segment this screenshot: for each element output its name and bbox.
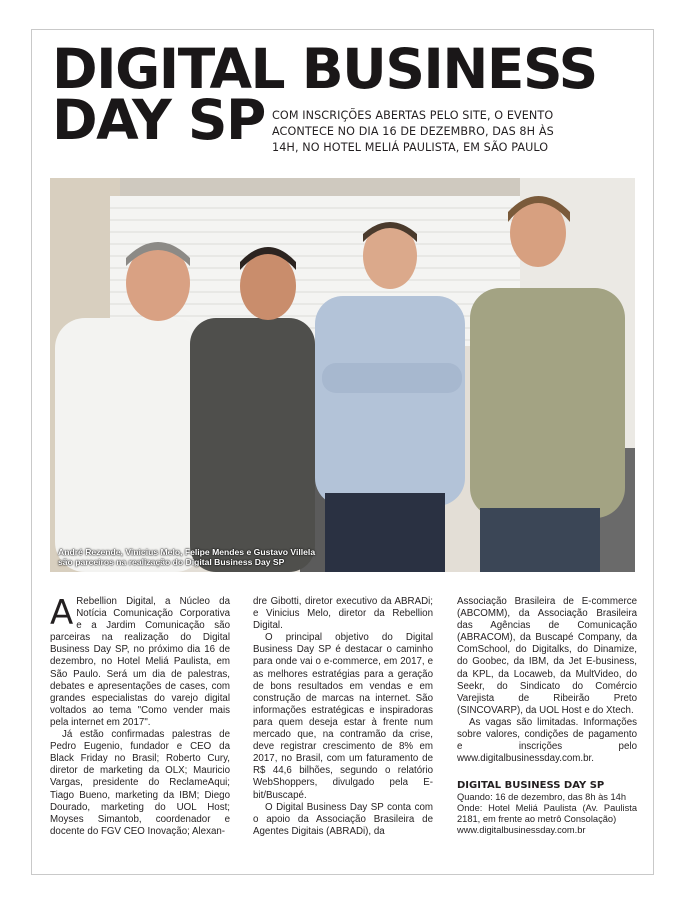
paragraph: dre Gibotti, diretor executivo da ABRADi; e Vinicius Melo, diretor da Rebellion Digital.	[253, 596, 433, 632]
paragraph-text: Rebellion Digital, a Núcleo da Notícia Comunicação Corporativa e a Jardim Comunicação são parceiras na realização do Digital Business Day SP, no próximo dia 16 de dezembro, no Hotel Meliá Paulista, em São Paulo. Será um dia de palestras, debates e apresentações de cases, com grandes especialistas do varejo digital voltados ao tema "Como vender mais pela internet em 2017".	[50, 596, 230, 728]
paragraph: As vagas são limitadas. Informações sobre valores, condições de pagamento e inscrições pelo www.digitalbusinessday.com.br.	[457, 716, 637, 765]
event-info-site: www.digitalbusinessday.com.br	[457, 825, 586, 836]
headline-line-1: DIGITAL BUSINESS	[52, 37, 597, 101]
caption-line-2: são parceiros na realização do Digital Business Day SP	[58, 557, 285, 567]
column-3	[457, 596, 637, 836]
caption-line-1: André Rezende, Vinicius Melo, Felipe Mendes e Gustavo Villela	[58, 547, 316, 557]
headline-line-2: DAY SP	[52, 88, 265, 152]
event-info-when: Quando: 16 de dezembro, das 8h às 14h	[457, 792, 627, 803]
group-photo	[50, 178, 635, 572]
deck-subheadline: COM INSCRIÇÕES ABERTAS PELO SITE, O EVENTO ACONTECE NO DIA 16 DE DEZEMBRO, DAS 8H ÀS 14H, NO HOTEL MELIÁ PAULISTA, EM SÃO PAULO	[272, 109, 554, 154]
drop-cap: A	[50, 593, 74, 633]
event-info-where: Onde: Hotel Meliá Paulista (Av. Paulista 2181, em frente ao metrô Consolação)	[457, 803, 637, 825]
paragraph: Já estão confirmadas palestras de Pedro Eugenio, fundador e CEO da Black Friday no Brasil; Roberto Cury, diretor de marketing da OLX; Mauricio Vargas, presidente do ReclameAqui; Tiago Bueno, marketing da IBM; Diego Dourado, marketing do UOL Host; Moyses Simantob, coordenador e docente do FGV CEO Inovação; Alexan-	[50, 729, 230, 837]
photo-illustration	[50, 178, 635, 572]
event-info-title: DIGITAL BUSINESS DAY SP	[457, 780, 605, 792]
paragraph	[50, 593, 230, 729]
paragraph: O Digital Business Day SP conta com o apoio da Associação Brasileira de Agentes Digitais (ABRADi), da	[253, 801, 433, 837]
column-2	[253, 596, 433, 838]
paragraph: Associação Brasileira de E-commerce (ABCOMM), da Associação Brasileira das Agências de Comunicação (ABRACOM), da Buscapé Company, da ComSchool, do Digitalks, do Dinamize, do Goobec, da IBM, da Jet E-business, da KPL, da Locaweb, da MultVideo, do Seekr, do Sindicato do Comércio Varejista de Ribeirão Preto (SINCOVARP), da UOL Host e do Xtech.	[457, 596, 637, 716]
photo-caption	[58, 547, 315, 567]
article-body	[50, 593, 637, 858]
event-info-box	[457, 779, 637, 836]
paragraph: O principal objetivo do Digital Business Day SP é destacar o caminho para onde vai o e-commerce, em 2017, e as melhores estratégias para a geração de bons resultados em vendas e em construção de marcas na internet. São informações estratégicas e inspiradoras para quem deseja estar à frente num mercado que, na contramão da crise, deve registrar crescimento de 8% em 2017, no Brasil, com um faturamento de R$ 44,6 bilhões, segundo o relatório WebShoppers, divulgado pela E-bit/Buscapé.	[253, 632, 433, 801]
column-1	[50, 593, 230, 838]
